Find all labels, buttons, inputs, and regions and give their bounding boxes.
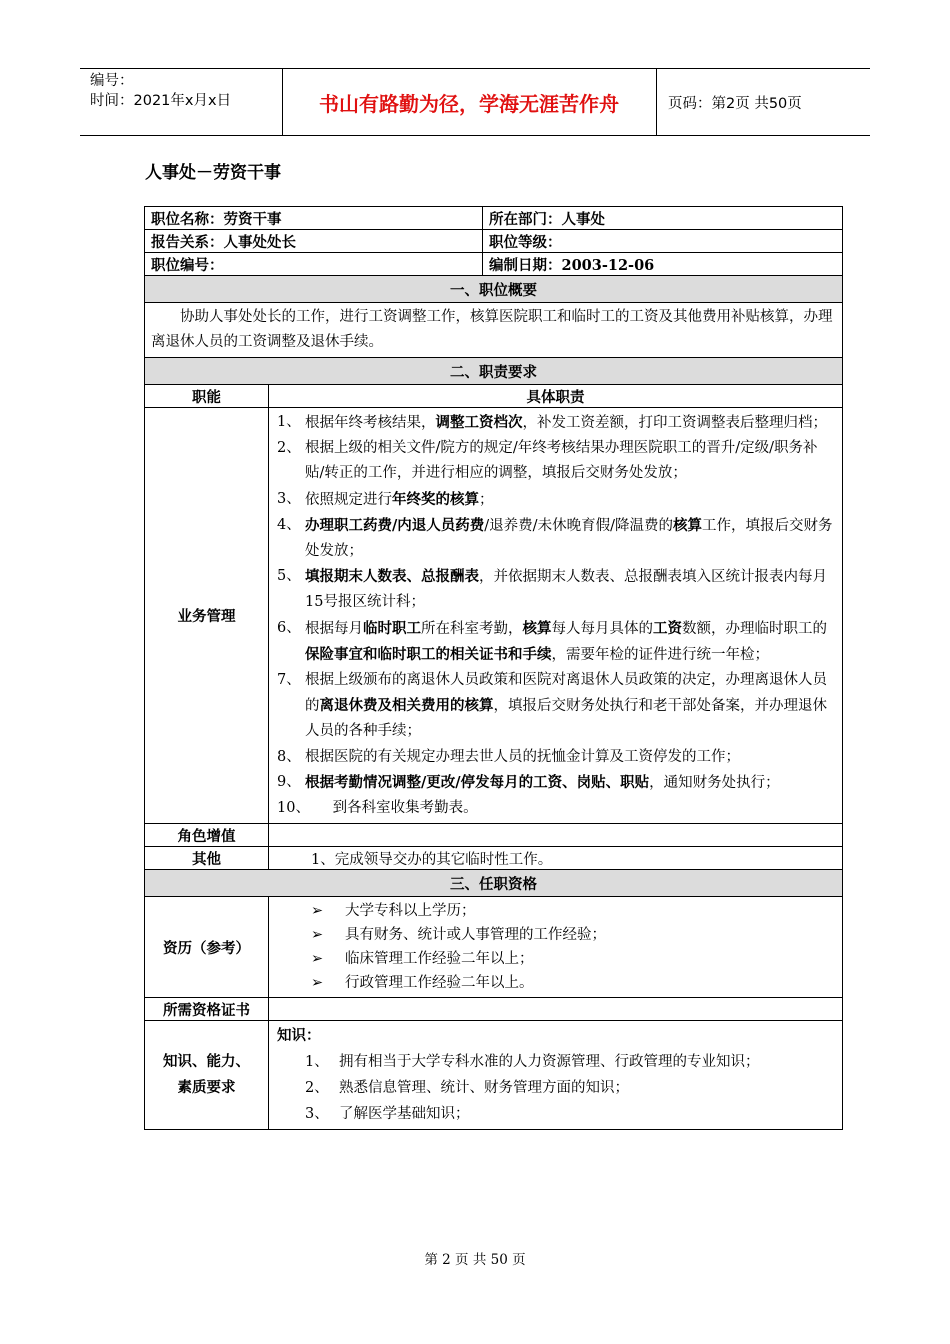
duty-text bbox=[305, 745, 836, 770]
duty-text-segment: 工作，填报后交财务处发放； bbox=[305, 517, 833, 560]
experience-item bbox=[275, 947, 836, 971]
experience-text: 行政管理工作经验二年以上。 bbox=[345, 975, 534, 992]
code-label: 编号： bbox=[90, 73, 134, 89]
duty-number: 6、 bbox=[277, 619, 301, 636]
knowledge-label-line1: 知识、能力、 bbox=[163, 1054, 250, 1071]
duty-number: 2、 bbox=[277, 440, 301, 457]
knowledge-number: 2、 bbox=[305, 1080, 329, 1097]
section-overview-title: 一、职位概要 bbox=[145, 276, 843, 303]
section-qualifications-title: 三、任职资格 bbox=[145, 870, 843, 897]
page-header bbox=[80, 68, 870, 136]
header-meta bbox=[80, 69, 283, 135]
knowledge-text: 了解医学基础知识； bbox=[339, 1106, 470, 1123]
experience-list bbox=[269, 897, 843, 998]
duty-text-segment: 所在科室考勤， bbox=[421, 620, 523, 637]
duty-text bbox=[305, 487, 836, 513]
experience-label: 资历（参考） bbox=[145, 897, 269, 998]
duty-text-bold: 核算 bbox=[522, 619, 552, 637]
knowledge-item bbox=[277, 1049, 836, 1075]
duty-item bbox=[277, 487, 836, 513]
certificate-cell bbox=[269, 998, 843, 1021]
job-description-table bbox=[144, 206, 843, 1130]
overview-text: 协助人事处处长的工作，进行工资调整工作，核算医院职工和临时工的工资及其他费用补贴核算，办理离退休人员的工资调整及退休手续。 bbox=[145, 303, 843, 358]
experience-text: 临床管理工作经验二年以上； bbox=[345, 951, 534, 968]
experience-item bbox=[275, 923, 836, 947]
duty-text bbox=[305, 616, 836, 668]
section-duties-title: 二、职责要求 bbox=[145, 358, 843, 385]
arrow-bullet-icon: ➢ bbox=[311, 951, 324, 968]
duty-item bbox=[277, 513, 836, 564]
duty-text bbox=[305, 410, 836, 436]
duty-text-segment: /退养费/未休晚育假/降温费的 bbox=[484, 517, 673, 534]
col-function-header: 职能 bbox=[145, 385, 269, 408]
duty-item bbox=[277, 668, 836, 745]
duty-text-segment: 根据上级的相关文件/院方的规定/年终考核结果办理医院职工的晋升/定级/职务补贴/转正的工作，并进行相应的调整，填报后交财务处发放； bbox=[305, 440, 818, 482]
duty-text-bold: 根据考勤情况调整/更改/停发每月的工资、岗贴、职贴 bbox=[305, 773, 650, 791]
experience-text: 具有财务、统计或人事管理的工作经验； bbox=[345, 927, 606, 944]
duty-item bbox=[277, 436, 836, 486]
duty-text-bold: 工资 bbox=[653, 619, 682, 637]
duty-number: 7、 bbox=[277, 672, 301, 689]
compile-date bbox=[483, 253, 843, 276]
experience-item bbox=[275, 899, 836, 923]
duty-text-bold: 核算 bbox=[672, 516, 702, 534]
duty-item bbox=[277, 616, 836, 668]
duty-text-segment: ，填报后交财务处执行和老干部处备案，并办理退休人员的各种手续； bbox=[305, 698, 827, 740]
other-label: 其他 bbox=[145, 847, 269, 870]
duty-text-segment: ，并依据期末人数表、总报酬表填入区统计报表内每月15号报区统计科； bbox=[305, 569, 827, 611]
col-duties-header: 具体职责 bbox=[269, 385, 843, 408]
duty-item bbox=[277, 770, 836, 796]
date-label: 编制日期： bbox=[489, 257, 562, 274]
duty-text-bold: 年终奖的核算 bbox=[392, 490, 479, 508]
time-label: 时间：2021年x月x日 bbox=[90, 93, 232, 109]
date-value: 2003-12-06 bbox=[561, 256, 655, 274]
duty-number: 4、 bbox=[277, 516, 301, 533]
duty-text-bold: 填报期末人数表、总报酬表 bbox=[305, 568, 479, 586]
duty-text bbox=[305, 770, 836, 796]
duty-text-bold: 调整工资档次 bbox=[435, 414, 523, 431]
duty-text-segment: ，补发工资差额，打印工资调整表后整理归档； bbox=[522, 415, 827, 431]
duty-text bbox=[305, 668, 836, 745]
role-value-cell bbox=[269, 824, 843, 847]
duty-text-segment: 依照规定进行 bbox=[305, 491, 392, 508]
knowledge-label-line2: 素质要求 bbox=[177, 1080, 236, 1097]
duty-number: 8、 bbox=[277, 748, 301, 765]
experience-item bbox=[275, 971, 836, 995]
duty-number: 9、 bbox=[277, 773, 301, 790]
arrow-bullet-icon: ➢ bbox=[311, 903, 324, 920]
knowledge-label bbox=[145, 1021, 269, 1130]
duty-text bbox=[305, 564, 836, 615]
experience-text: 大学专科以上学历； bbox=[345, 903, 476, 920]
knowledge-number: 3、 bbox=[305, 1106, 329, 1123]
certificate-label: 所需资格证书 bbox=[145, 998, 269, 1021]
report-to: 报告关系：人事处处长 bbox=[145, 230, 483, 253]
duty-text bbox=[305, 513, 836, 564]
duty-number: 5、 bbox=[277, 568, 301, 585]
duty-text-segment: 根据每月 bbox=[305, 620, 363, 637]
knowledge-heading: 知识： bbox=[277, 1028, 321, 1045]
other-text: 1、完成领导交办的其它临时性工作。 bbox=[269, 847, 843, 870]
page-info: 页码：第2页 共50页 bbox=[668, 95, 802, 112]
department: 所在部门：人事处 bbox=[483, 207, 843, 230]
duty-item bbox=[277, 564, 836, 615]
duty-number: 1、 bbox=[277, 414, 301, 430]
knowledge-text: 熟悉信息管理、统计、财务管理方面的知识； bbox=[339, 1080, 629, 1097]
duty-number: 3、 bbox=[277, 490, 301, 507]
doc-title: 人事处－劳资干事 bbox=[145, 163, 281, 183]
knowledge-number: 1、 bbox=[305, 1054, 329, 1071]
duty-text-segment: 根据医院的有关规定办理去世人员的抚恤金计算及工资停发的工作； bbox=[305, 748, 740, 765]
duty-text bbox=[305, 436, 836, 486]
knowledge-item bbox=[277, 1075, 836, 1101]
knowledge-text: 拥有相当于大学专科水准的人力资源管理、行政管理的专业知识； bbox=[339, 1054, 760, 1071]
duty-text bbox=[305, 796, 836, 821]
duty-text-segment: ，通知财务处执行； bbox=[649, 774, 780, 791]
knowledge-item bbox=[277, 1101, 836, 1127]
duty-item bbox=[277, 796, 836, 821]
duties-list bbox=[269, 408, 843, 824]
page-footer: 第 2 页 共 50 页 bbox=[424, 1252, 526, 1268]
duty-text-bold: 保险事宜和临时职工的相关证书和手续 bbox=[305, 645, 552, 663]
business-management-label: 业务管理 bbox=[145, 408, 269, 824]
arrow-bullet-icon: ➢ bbox=[311, 927, 324, 944]
position-grade: 职位等级： bbox=[483, 230, 843, 253]
duty-text-segment: 到各科室收集考勤表。 bbox=[305, 800, 478, 817]
duty-text-bold: 办理职工药费/内退人员药费 bbox=[305, 516, 485, 534]
duty-text-segment: 每人每月具体的 bbox=[551, 620, 653, 637]
duty-text-segment: 数额，办理临时职工的 bbox=[682, 620, 827, 637]
duty-text-bold: 离退休费及相关费用的核算 bbox=[319, 697, 494, 715]
duty-text-segment: 根据年终考核结果， bbox=[305, 415, 436, 431]
knowledge-list bbox=[269, 1021, 843, 1130]
duty-text-bold: 临时职工 bbox=[363, 619, 421, 637]
arrow-bullet-icon: ➢ bbox=[311, 975, 324, 992]
header-motto: 书山有路勤为径，学海无涯苦作舟 bbox=[282, 69, 657, 135]
duty-text-segment: 根据上级颁布的离退休人员政策和医院对离退休人员政策的决定，办理离退休人员的 bbox=[305, 672, 827, 715]
role-value-label: 角色增值 bbox=[145, 824, 269, 847]
duty-item bbox=[277, 745, 836, 770]
duty-text-segment: ； bbox=[479, 491, 494, 508]
duty-number: 10、 bbox=[277, 800, 310, 817]
duty-item bbox=[277, 410, 836, 436]
duty-text-segment: ，需要年检的证件进行统一年检； bbox=[551, 646, 769, 663]
position-code: 职位编号： bbox=[145, 253, 483, 276]
position-name: 职位名称：劳资干事 bbox=[145, 207, 483, 230]
